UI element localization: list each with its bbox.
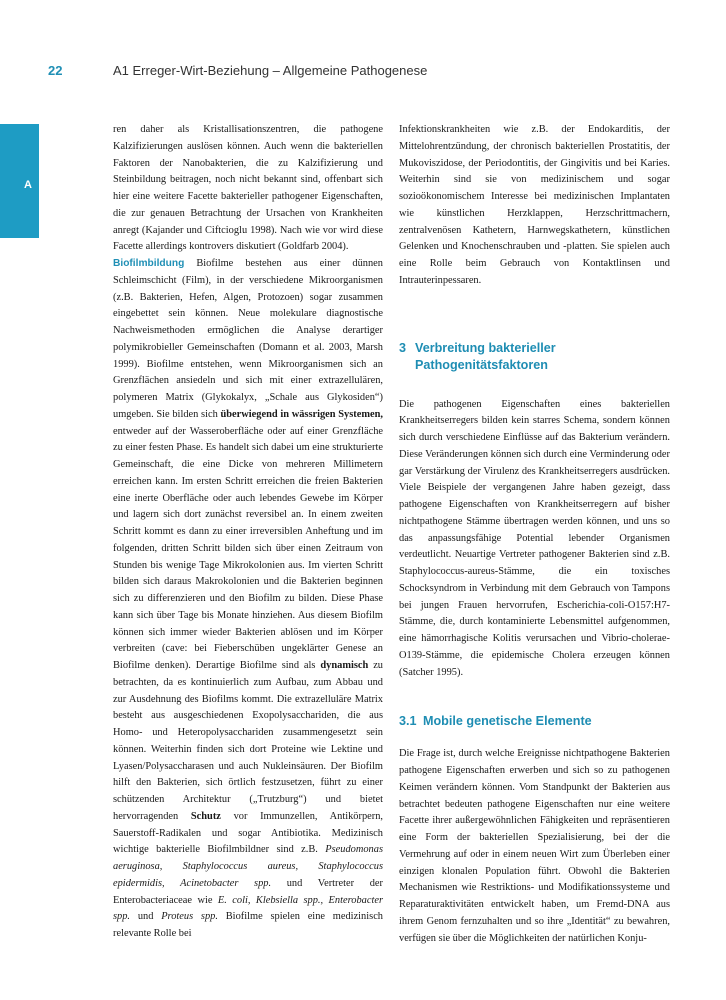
bold-span: Schutz [190, 810, 221, 822]
right-column [399, 122, 670, 947]
chapter-tab-letter: A [24, 179, 32, 191]
text-span: und [130, 911, 162, 923]
italic-span: E. coli, Klebsiella spp., Enterobacter spp. [113, 894, 383, 923]
text-span: und Vertreter der Enterobacteriaceae wie [113, 877, 383, 906]
text-span: vor Immunzellen, Antikörpern, Sauerstoff-Radikalen und sogar Antibiotika. Medizinisch wichtige bakterielle Biofilmbildner sind z.B. [113, 810, 384, 856]
runin-heading-biofilm: Biofilmbildung [113, 258, 185, 269]
paragraph-infections: Infektionskrankheiten wie z.B. der Endokarditis, der Mittelohrentzündung, der chronisch bakteriellen Prostatitis, der Mukoviszidose, der Periodontitis, der Gingivitis und bei Karies. Weiterhin sind sie von medizinischem und sogar sozioökonomischem Interesse bei medizinischen Implantaten wie künstlichen Herzklappen, Herzschrittmachern, zentralvenösen Kathetern, Harnwegskathetern, künstlichen Gelenken und Knochenschrauben und -platten. Sie spielen auch eine Rolle beim Gebrauch von Kontaktlinsen und Intrauterinpessaren. [399, 124, 670, 286]
section-title: Verbreitung bakterieller Pathogenitätsfaktoren [415, 340, 556, 372]
text-span: zu betrachten, da es kontinuierlich zum Aufbau, zum Abbau und zur Ausdehnung des Biofilms kommt. Die extrazelluläre Matrix besteht aus ausgeschiedenen Exopolysacchariden, die aus Homo- und Heteropolysacchariden zusammengesetzt sein können. Weiterhin finden sich dort Proteine wie Lektine und Lyasen/Polysaccharasen und auch Nukleinsäuren. Der Biofilm hilft den Bakterien, sich örtlich festzusetzen, führt zu einer schützenden Architektur („Trutzburg“) und bietet hervorragenden [113, 660, 384, 822]
section-heading-3 [399, 340, 670, 374]
paragraph-pathogenicity-spread: Die pathogenen Eigenschaften eines bakteriellen Krankheitserregers bilden kein starres Schema, sondern können sich durch verschiedene Einflüsse auf das Bakterium verändern. Diese Veränderungen können sich durch eine Verminderung oder gar Verstärkung der Virulenz des Krankheitserregers ausdrücken. Viele Beispiele der vergangenen Jahre haben gezeigt, dass pathogene Eigenschaften von Krankheitserregern auf bisher nichtpathogene Stämme übertragen werden können, und uns so das anpassungsfähige Potential lebender Organismen verdeutlicht. Neuartige Vertreter pathogener Bakterien sind z.B. Staphylococcus-aureus-Stämme, die ein toxisches Schocksyndrom in Verbindung mit dem Gebrauch von Tampons bei jungen Frauen hervorrufen, Escherichia-coli-O157:H7-Stämme, die, durch kontaminierte Lebensmittel aufgenommen, eine hämorrhagische Kolitis verursachen und Vibrio-cholerae-O139-Stämme, die epidemische Cholera erzeugen können (Satcher 1995). [399, 398, 670, 678]
text-span: Biofilme bestehen aus einer dünnen Schleimschicht (Film), in der verschiedene Mikroorganismen (z.B. Bakterien, Hefen, Algen, Protozoen) sogar zusammen eingebettet sein können. Neue molekulare diagnostische Nachweismethoden ermöglichen die Analyse derartiger polymikrobieller Gemeinschaften (Domann et al. 2003, Marsh 1999). Biofilme entstehen, wenn Mikroorganismen sich an Grenzflächen ansiedeln und sich mit einer extrazellulären, polymeren Matrix (Glykokalyx, „Schale aus Glykosiden“) umgeben. Sie bilden sich [113, 258, 383, 420]
paragraph-nanobacteria: ren daher als Kristallisationszentren, die pathogene Kalzifizierungen auslösen können. Auch wenn die bakteriellen Faktoren der Nanobakterien, die zu Kalzifizierung und Steinbildung beitragen, noch nicht bekannt sind, offenbart sich hier eine weitere Facette bakterieller pathogener Eigenschaften, die zur genauen Betrachtung der Ursachen von Krankheiten anregt (Kajander und Ciftcioglu 1998). Nach wie vor wird diese Facette allerdings kontrovers diskutiert (Goldfarb 2004). [113, 124, 383, 253]
paragraph-mobile-elements: Die Frage ist, durch welche Ereignisse nichtpathogene Bakterien pathogene Eigenschaften erwerben und sich so zu pathogenen Keimen verändern können. Vom Standpunkt der Bakterien aus betrachtet bedeuten pathogene Eigenschaften nur eine weitere Facette ihrer außergewöhnlichen Fähigkeiten und repräsentieren eine Form der bakteriellen Spezialisierung, bei der die Vermehrung auf oder in einem neuen Wirt zum Überleben einer einzigen klonalen Population führt. Obwohl die Bakterien Mechanismen wie Restriktions- und Modifikationssysteme und Reparaturaktivitäten entwickelt haben, um Fremd-DNA aus ihrem Genom fernzuhalten und so ihre „Identität“ zu bewahren, verfügen sie über die Möglichkeiten der natürlichen Konju- [399, 748, 670, 944]
italic-span: Pseudomonas aeruginosa, Staphylococcus aureus, Staphylococcus epidermidis, Acinetobacter spp. [113, 844, 383, 889]
text-span: Biofilme spielen eine medizinisch relevante Rolle bei [113, 911, 383, 939]
bold-span: überwiegend in wässrigen Systemen, [220, 408, 384, 420]
running-head: A1 Erreger-Wirt-Beziehung – Allgemeine Pathogenese [113, 63, 428, 78]
italic-span: Proteus spp. [161, 911, 218, 923]
page-number: 22 [48, 63, 63, 78]
section-heading-3-1 [399, 713, 670, 730]
text-span: entweder auf der Wasseroberfläche oder auf einer Grenzfläche zu einer festen Phase. Es handelt sich dabei um eine strukturierte Gemeinschaft, die eine Dicke von mehreren Millimetern erreichen kann. Im ersten Schritt erreichen die freien Bakterien eine inerte Oberfläche oder auch lebendes Gewebe im Körper und lagern sich dort zunächst reversibel an. In einem zweiten Schritt kommt es dann zu einer irreversiblen Anheftung und im folgenden, dritten Schritt bilden sich über einen Zeitraum von Stunden bis wenige Tage Mikrokolonien aus. Im vierten Schritt bilden sich daraus Makrokolonien und die Bakterien beginnen sich zu differenzieren und den Biofilm zu bilden. Diese Phase kann sich über Tage bis Monate hinziehen. Aus diesem Biofilm können sich immer wieder Bakterien ablösen und im Körper verbreiten (cave: bei Fieberschüben ungeklärter Genese an Biofilme denken). Derartige Biofilme sind als [113, 425, 383, 671]
chapter-tab [0, 124, 39, 238]
bold-span: dynamisch [320, 660, 369, 671]
section-title: Mobile genetische Elemente [423, 714, 592, 729]
section-number: 3 [399, 340, 407, 355]
section-number: 3.1 [399, 714, 417, 729]
paragraph-biofilm [113, 256, 383, 943]
left-column [113, 122, 383, 943]
